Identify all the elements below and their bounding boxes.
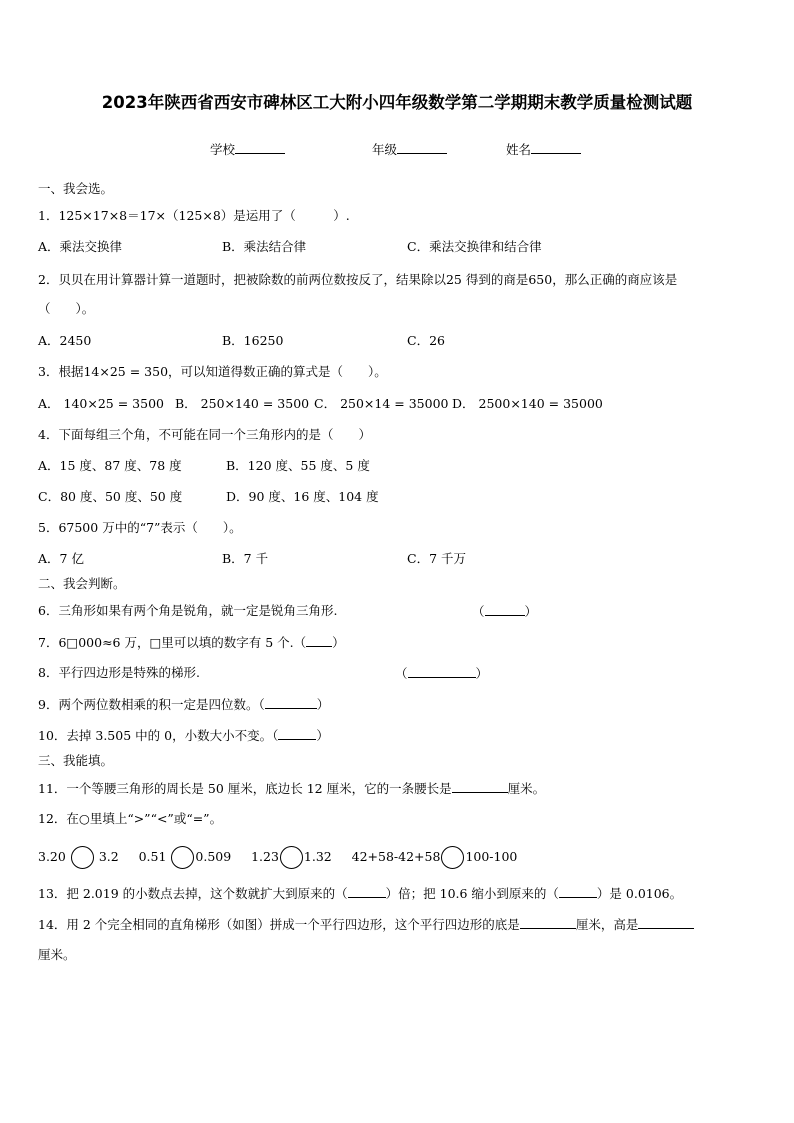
q1-stem: 1．125×17×8＝17×（125×8）是运用了（ ）. [38,208,350,223]
q9-text: 9．两个两位数相乘的积一定是四位数。（ [38,697,265,712]
q14-stem-continued: 厘米。 [38,947,76,962]
q3-option-c-text: 250×14 = 35000 [340,396,449,411]
q5-stem: 5．67500 万中的“7”表示（ ）。 [38,520,242,535]
q11-text: 11．一个等腰三角形的周长是 50 厘米，底边长 12 厘米，它的一条腰长是 [38,781,452,796]
q8-blank[interactable] [408,665,476,678]
q7-close-paren: ） [332,635,345,650]
q13-part-3: ）是 0.0106。 [596,886,683,901]
q1-option-c[interactable]: C．乘法交换律和结合律 [407,239,542,254]
grade-label: 年级 [372,142,398,157]
q14-blank-2[interactable] [638,916,694,929]
q13-blank-1[interactable] [348,885,386,898]
q12-c1-left: 3.20 [38,849,66,864]
q12-c4-circle[interactable] [441,846,464,869]
section-1-heading: 一、我会选。 [38,181,114,196]
q13-part-1: 13．把 2.019 的小数点去掉，这个数就扩大到原来的（ [38,886,348,901]
q3-option-c-label: C． [314,396,337,411]
q3-stem-equation: 14×25 = 350 [83,364,169,379]
q5-option-a[interactable]: A．7 亿 [38,551,84,566]
q14-stem [38,916,694,933]
q9-close-paren: ） [316,697,330,712]
q4-option-a[interactable]: A．15 度、87 度、78 度 [38,458,182,473]
q3-stem-prefix: 3．根据 [38,364,84,379]
q6-open-paren: （ [472,604,485,619]
page-title: 2023年陕西省西安市碑林区工大附小四年级数学第二学期期末教学质量检测试题 [101,93,693,112]
q12-c3-right: 1.32 [303,849,332,864]
school-blank[interactable] [235,141,285,154]
q2-option-a[interactable]: A．2450 [38,333,92,348]
q6-stem: 6．三角形如果有两个角是锐角，就一定是锐角三角形. [38,603,338,618]
q11-stem [38,780,545,797]
q12-c2-right: 0.509 [195,849,232,864]
school-field [210,141,285,158]
name-field [506,141,581,158]
q14-part-2: 厘米，高是 [575,917,639,932]
q4-option-d[interactable]: D．90 度、16 度、104 度 [226,489,379,504]
q14-blank-1[interactable] [520,916,576,929]
q10-blank[interactable] [278,727,316,740]
q7-text: 7．6□000≈6 万，□里可以填的数字有 5 个.（ [38,635,307,650]
q3-option-b[interactable] [175,396,309,412]
q10-text: 10．去掉 3.505 中的 0，小数大小不变。（ [38,728,279,743]
q1-option-a[interactable]: A．乘法交换律 [38,239,123,254]
q8-close-paren: ） [475,666,489,681]
q3-option-a[interactable] [38,396,164,412]
q3-stem-suffix: ，可以知道得数正确的算式是（ ）。 [168,364,387,379]
q12-c2-left: 0.51 [138,849,167,864]
q1-option-b[interactable]: B．乘法结合律 [222,239,307,254]
q3-stem [38,364,387,380]
q2-option-b[interactable]: B．16250 [222,333,284,348]
q4-option-b[interactable]: B．120 度、55 度、5 度 [226,458,370,473]
name-blank[interactable] [531,141,581,154]
q2-stem: 2．贝贝在用计算器计算一道题时，把被除数的前两位数按反了，结果除以25 得到的商是650，那么正确的商应该是 [38,272,678,287]
q13-blank-2[interactable] [559,885,597,898]
q4-option-c[interactable]: C．80 度、50 度、50 度 [38,489,183,504]
q7-stem [38,634,345,651]
section-2-heading: 二、我会判断。 [38,576,126,591]
q6-blank[interactable] [485,603,525,616]
q5-option-c[interactable]: C．7 千万 [407,551,466,566]
q12-c4-right: 100-100 [465,849,518,864]
q3-option-d-text: 2500×140 = 35000 [478,396,603,411]
q12-c1-right: 3.2 [98,849,119,864]
q12-c4-left: 42+58-42+58 [351,849,441,864]
q10-stem [38,727,329,744]
q10-close-paren: ） [316,728,329,743]
q3-option-d[interactable] [452,396,603,412]
q3-option-b-label: B． [175,396,197,411]
q9-stem [38,696,329,713]
q3-option-a-label: A． [38,396,60,411]
q4-stem: 4．下面每组三个角，不可能在同一个三角形内的是（ ） [38,427,371,442]
q12-stem: 12．在○里填上“>”“<”或“=”。 [38,811,223,826]
q3-option-d-label: D． [452,396,475,411]
q7-blank[interactable] [306,634,332,647]
q11-unit: 厘米。 [507,781,546,796]
q3-option-b-text: 250×140 = 3500 [200,396,310,411]
q3-option-a-text: 140×25 = 3500 [63,396,164,411]
q12-c1-circle[interactable] [71,846,94,869]
section-3-heading: 三、我能填。 [38,753,114,768]
q6-close-paren: ） [524,604,538,619]
q2-stem-continued: （ ）。 [38,301,95,316]
q3-option-c[interactable] [314,396,449,412]
q11-blank[interactable] [452,780,508,793]
q6-answer[interactable] [472,603,537,620]
school-label: 学校 [210,142,236,157]
q14-part-1: 14．用 2 个完全相同的直角梯形（如图）拼成一个平行四边形，这个平行四边形的底是 [38,917,520,932]
grade-field [372,141,447,158]
grade-blank[interactable] [397,141,447,154]
q13-part-2: ）倍；把 10.6 缩小到原来的（ [385,886,559,901]
q2-option-c[interactable]: C．26 [407,333,445,348]
q8-answer[interactable] [395,665,488,682]
q9-blank[interactable] [265,696,317,709]
q8-open-paren: （ [395,666,408,681]
q12-c3-left: 1.23 [251,849,279,864]
q12-comparisons [38,846,517,869]
q13-stem [38,885,682,902]
name-label: 姓名 [506,142,532,157]
q12-c2-circle[interactable] [171,846,194,869]
q12-c3-circle[interactable] [280,846,303,869]
q5-option-b[interactable]: B．7 千 [222,551,269,566]
q8-stem: 8．平行四边形是特殊的梯形. [38,665,200,680]
